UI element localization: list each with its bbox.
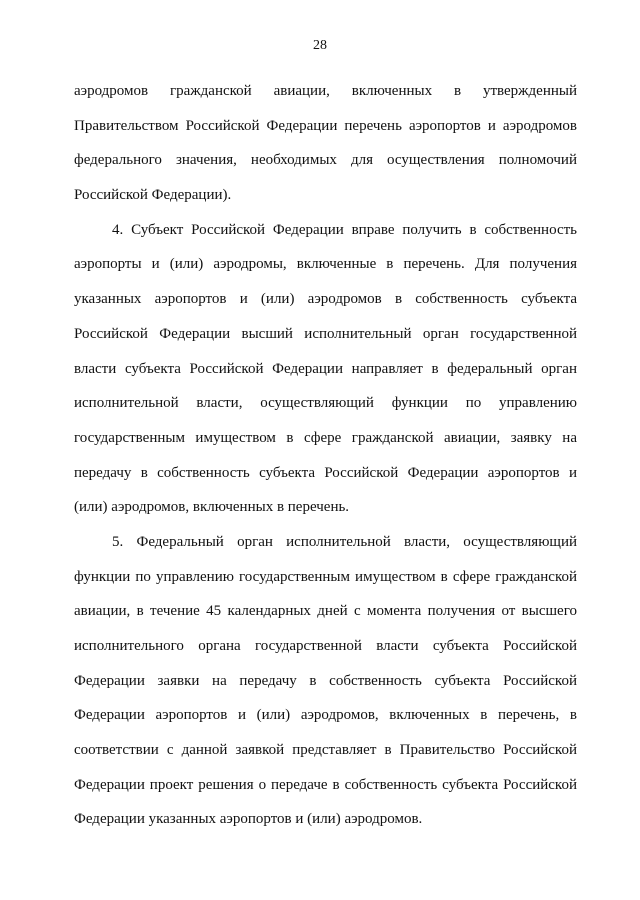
text-line: передачу в собственность субъекта Российской Федерации аэропортов и: [74, 464, 577, 481]
text-line: аэродромов гражданской авиации, включенных в утвержденный: [74, 83, 577, 99]
text-line: государственным имуществом в сфере гражданской авиации, заявку на: [74, 429, 577, 446]
text-line: (или) аэродромов, включенных в перечень.: [74, 499, 350, 516]
text-line: Правительством Российской Федерации перечень аэропортов и аэродромов: [74, 117, 577, 134]
paragraph-continuation: [74, 74, 577, 213]
text-line: Федерации указанных аэропортов и (или) аэродромов.: [74, 811, 423, 828]
text-line: исполнительной власти, осуществляющий функции по управлению: [74, 395, 577, 412]
text-line: 5. Федеральный орган исполнительной власти, осуществляющий: [112, 533, 577, 550]
text-line: исполнительного органа государственной власти субъекта Российской: [74, 638, 577, 654]
text-line: Федерации проект решения о передаче в собственность субъекта Российской: [74, 776, 577, 793]
text-line: Федерации заявки на передачу в собственность субъекта Российской: [74, 672, 577, 689]
text-line: федерального значения, необходимых для осуществления полномочий: [74, 152, 577, 169]
text-line: указанных аэропортов и (или) аэродромов в собственность субъекта: [74, 291, 577, 308]
text-line: Российской Федерации высший исполнительный орган государственной: [74, 325, 577, 342]
text-line: Российской Федерации).: [74, 187, 232, 204]
text-line: 4. Субъект Российской Федерации вправе получить в собственность: [112, 221, 577, 238]
text-line: авиации, в течение 45 календарных дней с момента получения от высшего: [74, 603, 577, 620]
text-line: власти субъекта Российской Федерации направляет в федеральный орган: [74, 360, 577, 377]
text-line: аэропорты и (или) аэродромы, включенные в перечень. Для получения: [74, 256, 577, 273]
document-body: [74, 74, 577, 837]
text-line: соответствии с данной заявкой представляет в Правительство Российской: [74, 742, 577, 759]
paragraph-item-5: [74, 525, 577, 837]
text-line: функции по управлению государственным имуществом в сфере гражданской: [74, 568, 577, 585]
page-number: 28: [313, 38, 327, 53]
paragraph-item-4: [74, 213, 577, 525]
text-line: Федерации аэропортов и (или) аэродромов, включенных в перечень, в: [74, 707, 577, 724]
